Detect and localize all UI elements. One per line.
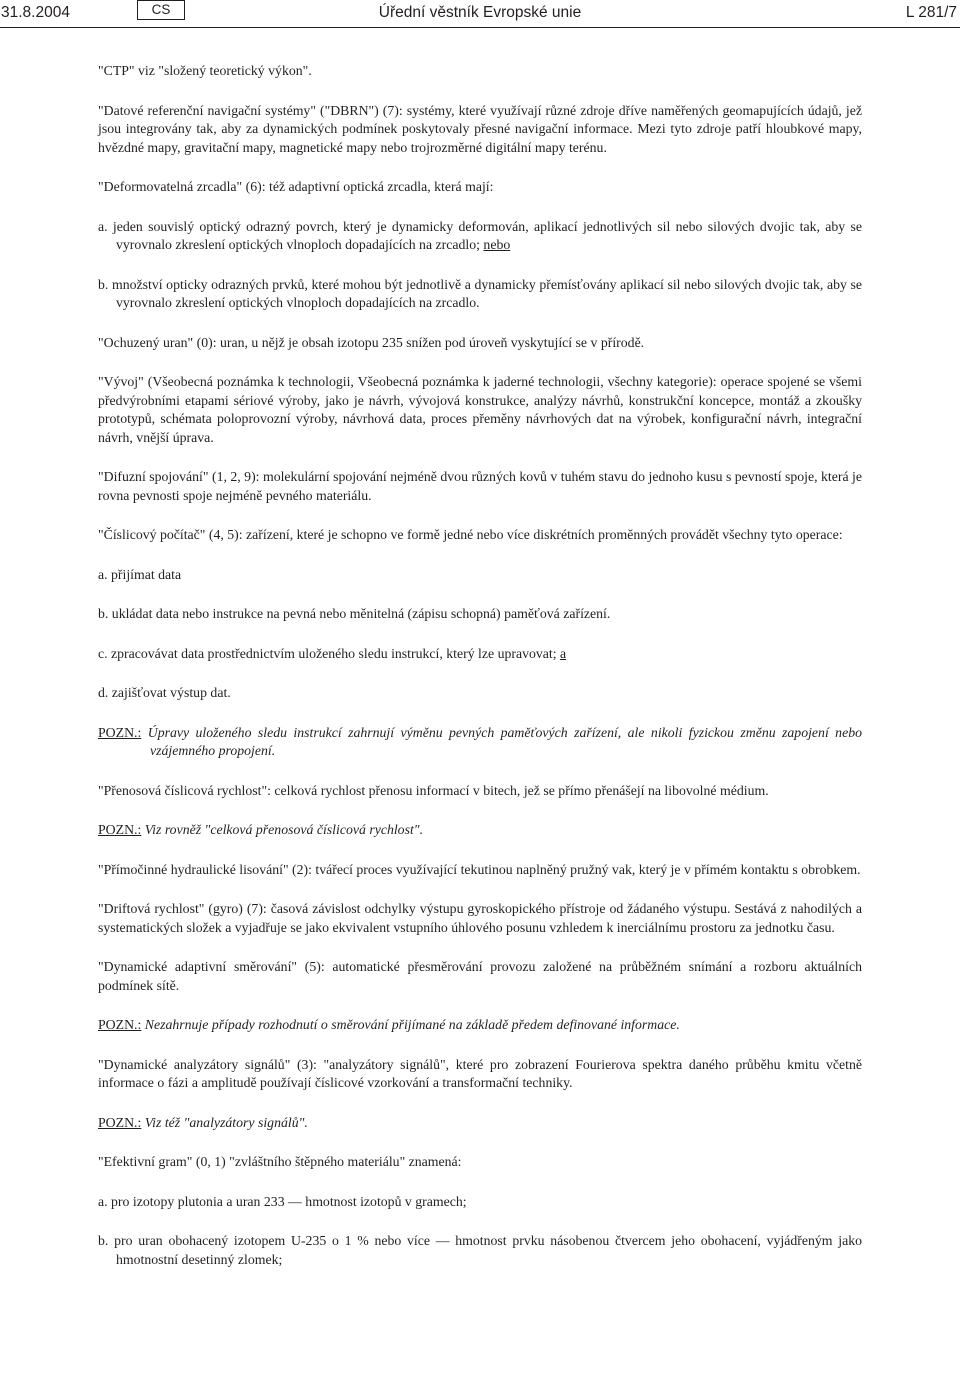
paragraph-depleted-uranium: "Ochuzený uran" (0): uran, u nějž je obsah izotopu 235 snížen pod úroveň vyskytující se v přírodě.	[98, 334, 645, 350]
list-item	[98, 218, 862, 255]
list-item: b. pro uran obohacený izotopem U-235 o 1 % nebo více — hmotnost prvku násobenou čtvercem jeho obohacení, vyjádřeným jako hmotnostní desetinný zlomek;	[98, 1233, 862, 1267]
note	[98, 724, 862, 761]
note-label: POZN.:	[98, 1017, 142, 1032]
list-item: a. pro izotopy plutonia a uran 233 — hmotnost izotopů v gramech;	[98, 1193, 467, 1209]
paragraph-dynamic-signal-analysers: "Dynamické analyzátory signálů" (3): "analyzátory signálů", které pro zobrazení Fourierova spektra daného průběhu kmitu včetně informace o fázi a amplitudě používají číslicové vzorkování a transformační techniky.	[98, 1056, 862, 1090]
note-text: Viz rovněž "celková přenosová číslicová rychlost".	[144, 822, 424, 837]
note-label: POZN.:	[98, 1114, 142, 1130]
note-text: Úpravy uloženého sledu instrukcí zahrnují výměnu pevných paměťových zařízení, ale nikoli fyzickou změnu zapojení nebo vzájemného propojení.	[147, 724, 863, 758]
paragraph-drift-rate: "Driftová rychlost" (gyro) (7): časová závislost odchylky výstupu gyroskopického přístroje od žádaného výstupu. Sestává z nahodilých a systematických složek a vyjadřuje se jako ekvivalent vstupního úhlového posunu vzhledem k inerciálnímu prostoru za jednotku času.	[98, 901, 862, 935]
language-badge: CS	[137, 0, 185, 20]
list-item: b. ukládat data nebo instrukce na pevná nebo měnitelná (zápisu schopná) paměťová zařízení.	[98, 606, 611, 621]
paragraph-dbrn: "Datové referenční navigační systémy" ("DBRN") (7): systémy, které využívají různé zdroje dříve naměřených geomapujících údajů, jež jsou integrovány tak, aby za dynamických podmínek poskytovaly přesné navigační informace. Mezi tyto zdroje patří hloubkové mapy, hvězdné mapy, gravitační mapy, magnetické mapy nebo trojrozměrné digitální mapy terénu.	[98, 102, 862, 155]
paragraph-deformable-mirrors: "Deformovatelná zrcadla" (6): též adaptivní optická zrcadla, která mají:	[98, 179, 494, 194]
page-number: L 281/7	[905, 4, 957, 21]
publication-date: 31.8.2004	[1, 4, 70, 21]
note	[98, 1016, 862, 1035]
paragraph-ctp: "CTP" viz "složený teoretický výkon".	[98, 63, 312, 78]
note-text: Viz též "analyzátory signálů".	[144, 1114, 308, 1130]
list-item-text: c. zpracovávat data prostřednictvím uloženého sledu instrukcí, který lze upravovat;	[98, 645, 557, 661]
paragraph-direct-hydraulic-pressing: "Přímočinné hydraulické lisování" (2): tvářecí proces využívající tekutinou naplněný pružný vak, který je v přímém kontaktu s obrobkem.	[98, 861, 861, 877]
page-header	[0, 0, 960, 27]
conjunction-link: nebo	[483, 237, 511, 252]
note-text: Nezahrnuje případy rozhodnutí o směrování přijímané na základě předem definované informace.	[144, 1017, 680, 1032]
list-item: a. přijímat data	[98, 566, 182, 582]
paragraph-effective-gram: "Efektivní gram" (0, 1) "zvláštního štěpného materiálu" znamená:	[98, 1154, 462, 1169]
header-rule	[0, 27, 960, 28]
list-item	[98, 645, 862, 664]
document-body	[98, 62, 862, 1290]
note	[98, 1114, 862, 1133]
list-item: d. zajišťovat výstup dat.	[98, 685, 231, 700]
paragraph-digital-transfer-rate: "Přenosová číslicová rychlost": celková rychlost přenosu informací v bitech, jež se přímo přenášejí na libovolné médium.	[98, 782, 769, 798]
paragraph-diffusion-bonding: "Difuzní spojování" (1, 2, 9): molekulární spojování nejméně dvou různých kovů v tuhém stavu do jednoho kusu s pevností spoje, která je rovna pevnosti spoje nejméně pevného materiálu.	[98, 469, 862, 503]
note-label: POZN.:	[98, 822, 142, 837]
paragraph-dynamic-adaptive-routing: "Dynamické adaptivní směrování" (5): automatické přesměrování provozu založené na průběžném snímání a rozboru aktuálních podmínek sítě.	[98, 959, 862, 993]
paragraph-development: "Vývoj" (Všeobecná poznámka k technologii, Všeobecná poznámka k jaderné technologii, všechny kategorie): operace spojené se všemi předvýrobními etapami sériové výroby, jako je návrh, vývojová konstrukce, analýzy návrhů, konstrukční koncepce, montáž a zkoušky prototypů, schémata poloprovozní výroby, návrhová data, proces přeměny návrhových dat na výrobek, konfigurační návrh, integrační návrh, vnější úprava.	[98, 374, 862, 445]
note	[98, 821, 862, 840]
journal-title: Úřední věstník Evropské unie	[378, 4, 582, 21]
note-label: POZN.:	[98, 724, 142, 740]
paragraph-digital-computer: "Číslicový počítač" (4, 5): zařízení, které je schopno ve formě jedné nebo více diskrétních proměnných provádět všechny tyto operace:	[98, 527, 843, 542]
list-item: b. množství opticky odrazných prvků, které mohou být jednotlivě a dynamicky přemísťovány aplikací sil nebo silových dvojic tak, aby se vyrovnalo zkreslení optických vlnoploch dopadajících na zrcadlo.	[98, 276, 862, 310]
conjunction-link: a	[560, 645, 567, 661]
list-item-text: a. jeden souvislý optický odrazný povrch, který je dynamicky deformován, aplikací jednotlivých sil nebo silových dvojic tak, aby se vyrovnalo zkreslení optických vlnoploch dopadajících na zrcadlo;	[98, 218, 862, 252]
